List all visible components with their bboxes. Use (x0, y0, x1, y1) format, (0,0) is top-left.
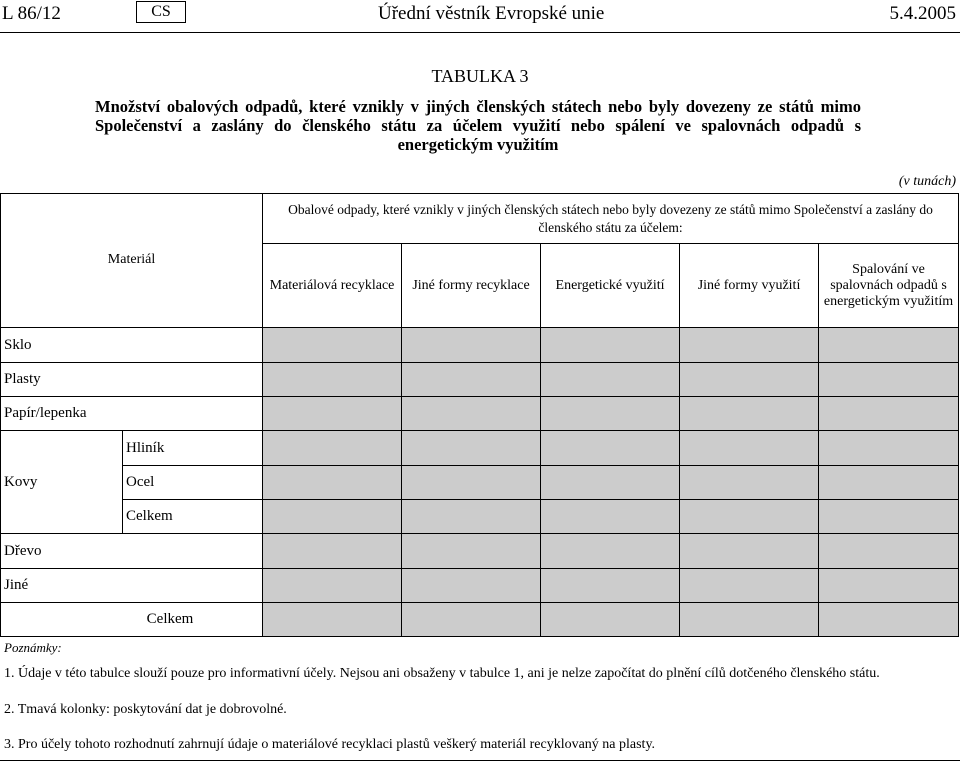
unit-label: (v tunách) (898, 174, 956, 189)
table-cell (819, 397, 959, 431)
table-cell (680, 500, 819, 534)
table-cell (680, 534, 819, 569)
language-badge: CS (136, 1, 186, 23)
table-cell (402, 431, 541, 466)
table-cell (541, 397, 680, 431)
column-header-material-recycling: Materiálová recyklace (263, 244, 402, 328)
table-cell (680, 569, 819, 603)
table-cell (680, 363, 819, 397)
header-rule (0, 32, 960, 33)
footer-rule (0, 760, 960, 761)
table-cell (541, 363, 680, 397)
table-cell (402, 569, 541, 603)
table-cell (819, 363, 959, 397)
column-header-energy-recovery: Energetické využití (541, 244, 680, 328)
row-label-plasty: Plasty (1, 363, 263, 397)
table-cell (263, 569, 402, 603)
table-cell (680, 431, 819, 466)
table-subtitle: Množství obalových odpadů, které vznikly v jiných členských státech nebo byly dovezeny ze států mimo Společenství a zaslány do členského státu za účelem využití nebo spálení ve spalovnách odpadů s energetickým využitím (95, 97, 861, 154)
table-row (1, 534, 959, 569)
table-row (1, 569, 959, 603)
publication-date: 5.4.2005 (889, 3, 956, 24)
table-cell (402, 363, 541, 397)
table-cell (263, 500, 402, 534)
table-cell (680, 603, 819, 637)
table-cell (541, 603, 680, 637)
row-label-ocel: Ocel (123, 466, 263, 500)
table-cell (263, 431, 402, 466)
table-cell (263, 534, 402, 569)
note-item: 2. Tmavá kolonky: poskytování dat je dobrovolné. (4, 702, 287, 717)
page-reference: L 86/12 (2, 3, 61, 24)
table-cell (263, 603, 402, 637)
table-cell (263, 363, 402, 397)
table-cell (680, 466, 819, 500)
row-label-jine: Jiné (1, 569, 263, 603)
row-label-sklo: Sklo (1, 328, 263, 363)
column-header-material: Materiál (1, 194, 263, 328)
column-header-incineration: Spalování ve spalovnách odpadů s energetickým využitím (819, 244, 959, 328)
column-header-other-recovery: Jiné formy využití (680, 244, 819, 328)
table-cell (541, 569, 680, 603)
note-item: 3. Pro účely tohoto rozhodnutí zahrnují údaje o materiálové recyklaci plastů veškerý materiál recyklovaný na plasty. (4, 737, 656, 752)
row-label-celkem: Celkem (1, 603, 263, 637)
table-cell (819, 603, 959, 637)
table-title: TABULKA 3 (431, 66, 529, 86)
table-cell (402, 466, 541, 500)
row-label-kovy-celkem: Celkem (123, 500, 263, 534)
table-cell (402, 397, 541, 431)
row-label-drevo: Dřevo (1, 534, 263, 569)
table-cell (819, 466, 959, 500)
table-cell (819, 534, 959, 569)
table-row (1, 397, 959, 431)
table-cell (263, 466, 402, 500)
table-cell (402, 534, 541, 569)
table-row (1, 466, 959, 500)
table-row (1, 363, 959, 397)
table-row (1, 500, 959, 534)
table-row (1, 328, 959, 363)
table-cell (541, 466, 680, 500)
data-table (0, 193, 959, 637)
table-cell (541, 500, 680, 534)
table-cell (541, 534, 680, 569)
column-group-header: Obalové odpady, které vznikly v jiných členských státech nebo byly dovezeny ze států mimo Společenství a zaslány do členského státu za účelem: (263, 194, 959, 244)
table-cell (402, 603, 541, 637)
row-label-papir: Papír/lepenka (1, 397, 263, 431)
table-row (1, 431, 959, 466)
table-cell (541, 328, 680, 363)
row-label-kovy: Kovy (1, 431, 123, 534)
row-label-hlinik: Hliník (123, 431, 263, 466)
journal-title: Úřední věstník Evropské unie (378, 3, 605, 24)
table-row (1, 603, 959, 637)
page-header (0, 0, 960, 30)
table-cell (402, 328, 541, 363)
table-cell (819, 431, 959, 466)
table-cell (680, 328, 819, 363)
note-item: 1. Údaje v této tabulce slouží pouze pro informativní účely. Nejsou ani obsaženy v tabulce 1, ani je nelze započítat do plnění cílů dotčeného členského státu. (4, 666, 880, 681)
table-cell (680, 397, 819, 431)
table-cell (402, 500, 541, 534)
table-cell (819, 328, 959, 363)
table-cell (541, 431, 680, 466)
table-cell (819, 500, 959, 534)
table-cell (263, 328, 402, 363)
notes-heading: Poznámky: (4, 640, 62, 655)
table-cell (819, 569, 959, 603)
table-cell (263, 397, 402, 431)
column-header-other-recycling: Jiné formy recyklace (402, 244, 541, 328)
